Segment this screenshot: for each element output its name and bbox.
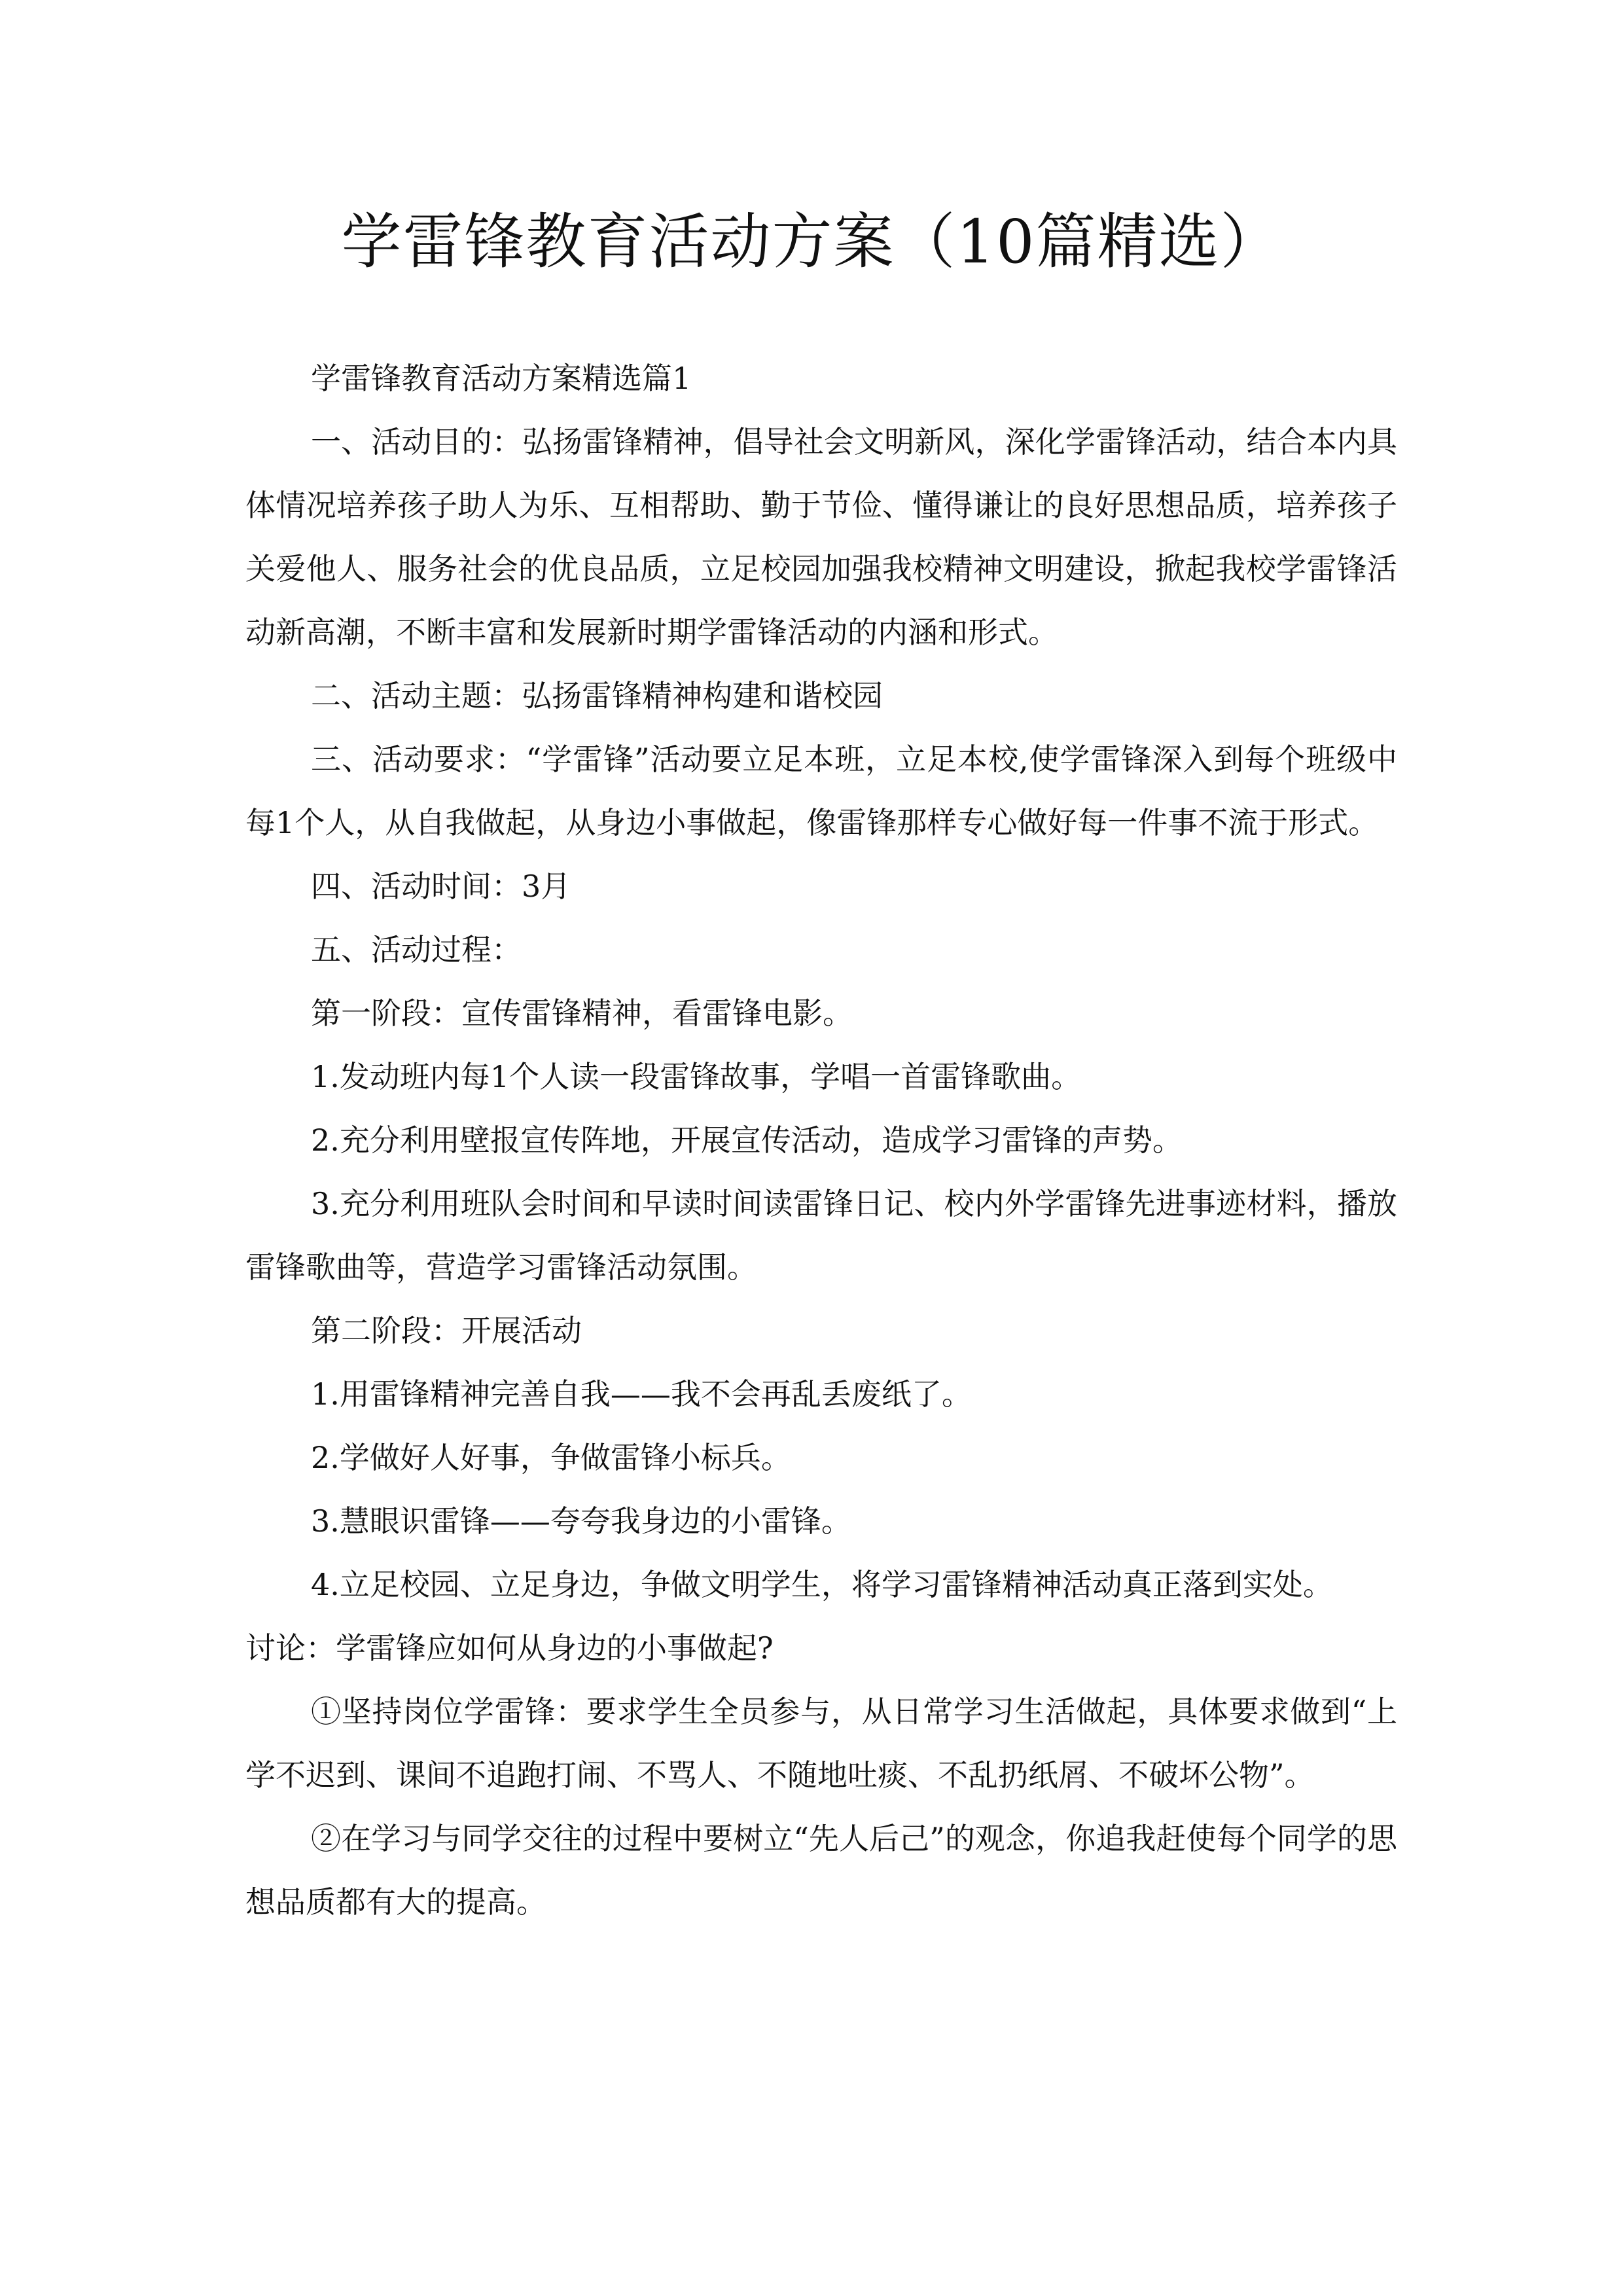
list-item: 4.立足校园、立足身边，争做文明学生，将学习雷锋精神活动真正落到实处。 [311,1567,1333,1602]
list-item: 2.充分利用壁报宣传阵地，开展宣传活动，造成学习雷锋的声势。 [311,1122,1183,1158]
list-item: 3.充分利用班队会时间和早读时间读雷锋日记、校内外学雷锋先进事迹材料，播放雷锋歌曲等，营造学习雷锋活动氛围。 [245,1186,1397,1285]
list-item: 2.学做好人好事，争做雷锋小标兵。 [311,1440,791,1475]
paragraph-stage-two: 第二阶段：开展活动 [311,1313,582,1348]
paragraph-purpose: 一、活动目的：弘扬雷锋精神，倡导社会文明新风，深化学雷锋活动，结合本内具体情况培养孩子助人为乐、互相帮助、勤于节俭、懂得谦让的良好思想品质，培养孩子关爱他人、服务社会的优良品质，立足校园加强我校精神文明建设，掀起我校学雷锋活动新高潮，不断丰富和发展新时期学雷锋活动的内涵和形式。 [245,424,1397,650]
document-body [245,347,1397,1934]
paragraph-requirements: 三、活动要求：“学雷锋”活动要立足本班，立足本校,使学雷锋深入到每个班级中每1个人，从自我做起，从身边小事做起，像雷锋那样专心做好每一件事不流于形式。 [245,742,1397,840]
paragraph-process: 五、活动过程： [311,932,522,967]
point-item: ②在学习与同学交往的过程中要树立“先人后己”的观念，你追我赶使每个同学的思想品质都有大的提高。 [245,1821,1397,1920]
list-item: 3.慧眼识雷锋——夸夸我身边的小雷锋。 [311,1503,851,1539]
paragraph-time: 四、活动时间：3月 [311,869,571,904]
point-item: ①坚持岗位学雷锋：要求学生全员参与，从日常学习生活做起，具体要求做到“上学不迟到、课间不追跑打闹、不骂人、不随地吐痰、不乱扔纸屑、不破坏公物”。 [245,1694,1397,1793]
list-item: 1.发动班内每1个人读一段雷锋故事，学唱一首雷锋歌曲。 [311,1059,1082,1094]
paragraph-discussion: 讨论：学雷锋应如何从身边的小事做起? [245,1630,774,1666]
document-title: 学雷锋教育活动方案（10篇精选） [341,207,1282,277]
paragraph-stage-one: 第一阶段：宣传雷锋精神，看雷锋电影。 [311,996,853,1031]
list-item: 1.用雷锋精神完善自我——我不会再乱丢废纸了。 [311,1376,972,1412]
section-heading: 学雷锋教育活动方案精选篇1 [311,361,692,396]
paragraph-theme: 二、活动主题：弘扬雷锋精神构建和谐校园 [311,678,883,713]
